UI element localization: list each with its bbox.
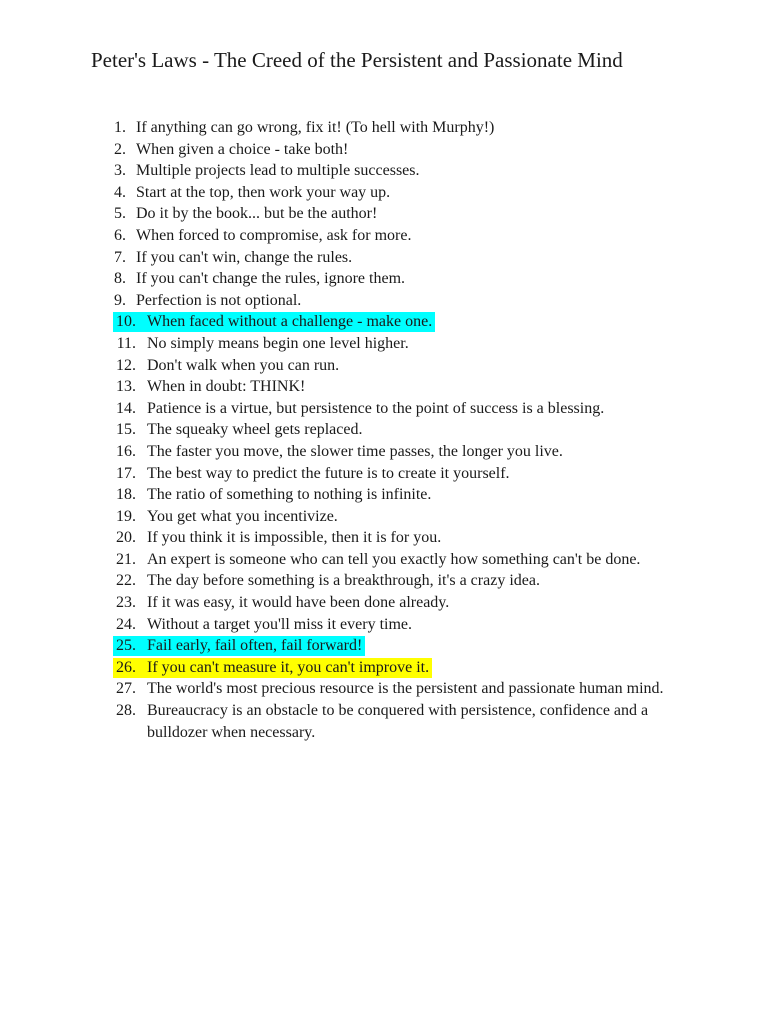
law-item [0,203,768,225]
law-text: The faster you move, the slower time passes, the longer you live. [147,442,563,460]
law-text: If you can't change the rules, ignore them. [136,270,406,288]
law-item [0,614,768,636]
law-item [0,527,768,549]
law-number: 8. [114,270,126,288]
law-number: 28. [116,702,136,720]
law-item [0,247,768,269]
law-number: 14. [116,399,136,417]
law-number: 22. [116,572,136,590]
law-item [0,139,768,161]
law-number: 1. [114,119,126,136]
law-number: 7. [114,248,126,266]
law-text: If you can't measure it, you can't improve it. [147,658,430,676]
law-number: 2. [114,140,126,158]
law-number: 5. [114,205,126,223]
law-item [0,355,768,377]
law-number: 18. [116,486,136,504]
law-text: The ratio of something to nothing is infinite. [147,486,432,504]
law-item [0,290,768,312]
laws-list [0,117,768,743]
law-text: Do it by the book... but be the author! [136,205,378,223]
law-item [0,333,768,355]
law-number: 23. [116,594,136,612]
law-item [0,160,768,182]
law-item [0,182,768,204]
law-number: 16. [116,442,136,460]
law-number: 6. [114,226,126,244]
law-item [0,549,768,571]
law-number: 26. [116,658,136,676]
law-number: 4. [114,183,126,201]
law-text: If you think it is impossible, then it is for you. [147,529,442,547]
law-text: Start at the top, then work your way up. [136,183,391,201]
law-text: Patience is a virtue, but persistence to the point of success is a blessing. [147,399,605,417]
law-item [0,506,768,528]
law-number: 20. [116,529,136,547]
law-item [0,570,768,592]
law-number: 3. [114,162,126,180]
law-number: 21. [116,550,136,568]
law-text: Bureaucracy is an obstacle to be conquered with persistence, confidence and a bulldozer when necessary. [147,702,649,741]
law-item [0,657,768,679]
law-number: 15. [116,421,136,439]
law-item [0,398,768,420]
law-text: Without a target you'll miss it every time. [147,615,413,633]
law-item [0,592,768,614]
law-text: Don't walk when you can run. [147,356,340,374]
law-number: 11. [116,334,136,352]
law-item [0,225,768,247]
law-text: If it was easy, it would have been done already. [147,594,450,612]
law-text: Fail early, fail often, fail forward! [147,637,363,655]
law-text: When forced to compromise, ask for more. [136,226,412,244]
law-text: Multiple projects lead to multiple successes. [136,162,420,180]
law-number: 25. [116,637,136,655]
law-item [0,484,768,506]
law-item [0,117,768,139]
law-text: Perfection is not optional. [136,291,302,309]
law-item [0,441,768,463]
law-text: The day before something is a breakthrough, it's a crazy idea. [147,572,540,590]
law-number: 13. [116,378,136,396]
law-text: No simply means begin one level higher. [147,334,409,352]
law-number: 27. [116,680,136,698]
law-number: 12. [116,356,136,374]
law-text: The world's most precious resource is the persistent and passionate human mind. [147,680,664,698]
law-text: You get what you incentivize. [147,507,338,525]
law-number: 9. [114,291,126,309]
law-item [0,463,768,485]
law-item [0,635,768,657]
law-text: The best way to predict the future is to create it yourself. [147,464,510,482]
law-item [0,376,768,398]
law-text: If you can't win, change the rules. [136,248,353,266]
law-text: When faced without a challenge - make one. [147,313,433,331]
law-text: When in doubt: THINK! [147,378,306,396]
law-item [0,311,768,333]
law-text: If anything can go wrong, fix it! (To hell with Murphy!) [136,119,495,136]
page-title: Peter's Laws - The Creed of the Persistent and Passionate Mind [91,48,623,72]
law-item [0,700,768,743]
law-number: 10. [116,313,136,331]
law-text: An expert is someone who can tell you exactly how something can't be done. [147,550,641,568]
law-number: 24. [116,615,136,633]
law-number: 19. [116,507,136,525]
law-text: When given a choice - take both! [136,140,349,158]
law-number: 17. [116,464,136,482]
law-item [0,678,768,700]
law-text: The squeaky wheel gets replaced. [147,421,363,439]
law-item [0,268,768,290]
law-item [0,419,768,441]
